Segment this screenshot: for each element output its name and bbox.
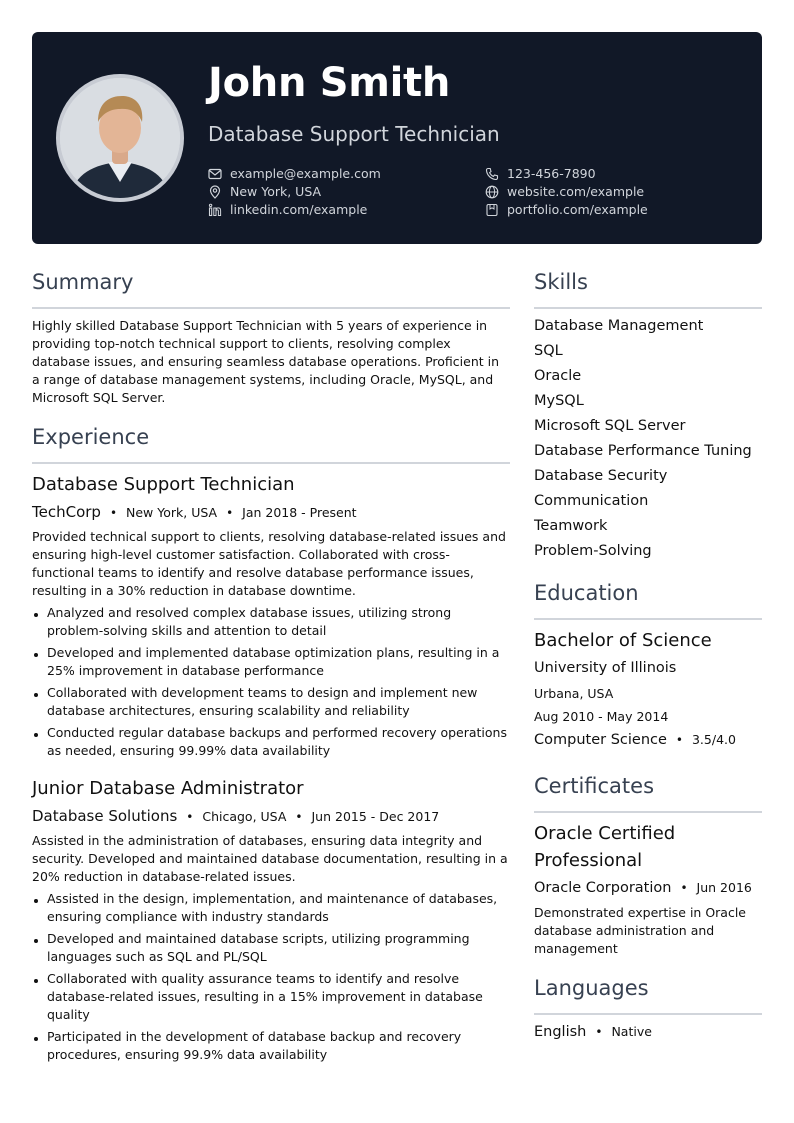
skill-item: SQL [534, 343, 563, 359]
job-title: Database Support Technician [32, 474, 295, 495]
job-location: Chicago, USA [202, 809, 287, 824]
certificate-name-line2: Professional [534, 850, 643, 871]
skill-item: Oracle [534, 368, 582, 384]
skills-divider [534, 307, 762, 309]
contact-portfolio[interactable] [485, 202, 648, 217]
languages-heading: Languages [534, 976, 649, 1000]
separator-dot: • [595, 1025, 603, 1039]
candidate-title: Database Support Technician [208, 122, 500, 146]
job-dates: Jan 2018 - Present [242, 505, 357, 520]
portfolio-icon [485, 203, 499, 217]
contact-portfolio-text: portfolio.com/example [507, 202, 648, 217]
education-degree: Bachelor of Science [534, 630, 712, 651]
skill-item: Problem-Solving [534, 543, 652, 559]
location-pin-icon [208, 185, 222, 199]
certificate-description: Demonstrated expertise in Oracle database administration and management [534, 905, 746, 956]
job-bullet: Developed and implemented database optimization plans, resulting in a 25% improvement in database performance [32, 644, 510, 680]
certificate-date: Jun 2016 [696, 880, 752, 895]
skill-item: Teamwork [534, 518, 608, 534]
contact-phone[interactable] [485, 166, 596, 181]
contact-email[interactable] [208, 166, 381, 181]
job-bullet: Conducted regular database backups and performed recovery operations as needed, ensuring 99.99% data availability [32, 724, 510, 760]
contact-website[interactable] [485, 184, 644, 199]
portrait-illustration-icon [60, 78, 180, 198]
certificate-meta [534, 880, 752, 896]
job-description: Provided technical support to clients, resolving database-related issues and ensuring high-level customer satisfaction. Collaborated with cross-functional teams to identify and resolve database performance issues, resulting in a 30% reduction in database downtime. [32, 529, 506, 598]
mail-icon [208, 167, 222, 181]
education-dates: Aug 2010 - May 2014 [534, 709, 669, 724]
education-location: Urbana, USA [534, 686, 614, 701]
skill-item: Database Performance Tuning [534, 443, 752, 459]
job-bullet: Collaborated with quality assurance teams to identify and resolve database-related issues, resulting in a 15% improvement in database quality [32, 970, 510, 1024]
experience-heading: Experience [32, 425, 150, 449]
skill-item: Microsoft SQL Server [534, 418, 686, 434]
linkedin-icon [208, 203, 222, 217]
separator-dot: • [295, 810, 303, 824]
contact-phone-text: 123-456-7890 [507, 166, 596, 181]
job-bullet: Participated in the development of database backup and recovery procedures, ensuring 99.9% data availability [32, 1028, 510, 1064]
job-bullet-list [32, 890, 510, 1068]
education-divider [534, 618, 762, 620]
separator-dot: • [675, 733, 683, 747]
job-bullet: Developed and maintained database scripts, utilizing programming languages such as SQL and PL/SQL [32, 930, 510, 966]
resume-header [32, 32, 762, 244]
certificates-heading: Certificates [534, 774, 655, 798]
education-school: University of Illinois [534, 660, 677, 676]
job-company: TechCorp [32, 503, 101, 521]
globe-icon [485, 185, 499, 199]
skill-item: MySQL [534, 393, 584, 409]
contact-location [208, 184, 321, 199]
certificate-name-line1: Oracle Certified [534, 823, 676, 844]
separator-dot: • [109, 506, 118, 520]
job-bullet: Collaborated with development teams to design and implement new database architectures, ensuring scalability and reliability [32, 684, 510, 720]
contact-website-text: website.com/example [507, 184, 645, 199]
contact-email-text: example@example.com [230, 166, 381, 181]
contact-linkedin[interactable] [208, 202, 367, 217]
skill-item: Database Management [534, 318, 704, 334]
separator-dot: • [226, 506, 234, 520]
candidate-name: John Smith [208, 60, 451, 106]
education-field-row [534, 732, 736, 748]
education-gpa: 3.5/4.0 [691, 732, 736, 747]
job-bullet: Analyzed and resolved complex database issues, utilizing strong problem-solving skills and attention to detail [32, 604, 510, 640]
skills-heading: Skills [534, 270, 588, 294]
skill-item: Database Security [534, 468, 668, 484]
certificates-divider [534, 811, 762, 813]
job-meta [32, 503, 357, 521]
job-bullet-list [32, 604, 510, 764]
certificate-issuer: Oracle Corporation [534, 880, 672, 896]
job-title: Junior Database Administrator [32, 778, 304, 799]
summary-text: Highly skilled Database Support Technician with 5 years of experience in providing top-notch technical support to clients, resolving complex database issues, and ensuring seamless database operations. Proficient in a range of database management systems, including Oracle, MySQL, and Microsoft SQL Server. [32, 318, 500, 405]
summary-divider [32, 307, 510, 309]
skill-item: Communication [534, 493, 649, 509]
job-meta [32, 807, 439, 825]
language-level: Native [611, 1024, 652, 1039]
contact-linkedin-text: linkedin.com/example [230, 202, 368, 217]
language-name: English [534, 1024, 587, 1040]
languages-divider [534, 1013, 762, 1015]
job-description: Assisted in the administration of databases, ensuring data integrity and security. Developed and maintained database documentation, resulting in a 20% reduction in database-related issues. [32, 833, 508, 884]
contact-location-text: New York, USA [230, 184, 322, 199]
summary-heading: Summary [32, 270, 134, 294]
skills-list [534, 316, 752, 566]
phone-icon [485, 167, 499, 181]
experience-divider [32, 462, 510, 464]
language-row [534, 1024, 652, 1040]
job-company: Database Solutions [32, 807, 178, 825]
job-dates: Jun 2015 - Dec 2017 [311, 809, 440, 824]
job-bullet: Assisted in the design, implementation, and maintenance of databases, ensuring compliance with industry standards [32, 890, 510, 926]
separator-dot: • [680, 881, 688, 895]
job-location: New York, USA [126, 505, 218, 520]
separator-dot: • [186, 810, 194, 824]
education-field: Computer Science [534, 732, 667, 748]
profile-photo [56, 74, 184, 202]
education-heading: Education [534, 581, 639, 605]
